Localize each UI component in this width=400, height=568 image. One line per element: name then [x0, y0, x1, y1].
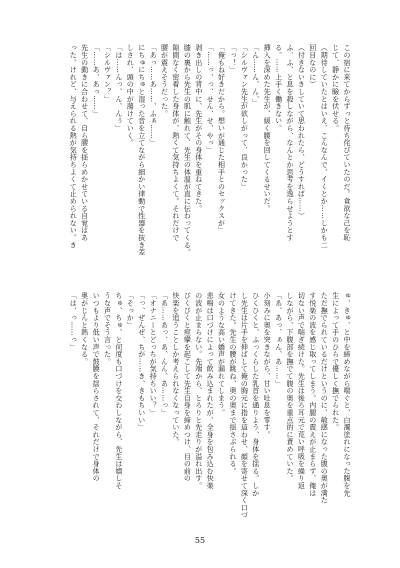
text-line: （期待していたとはいえ、こんなんで、イくとか……しかも二: [320, 44, 329, 249]
upper-text-block: [60, 44, 352, 276]
text-line: （付きないきしていて思われたら、どうすれば……）: [297, 44, 306, 220]
text-line: ただ撫でられているだけというのに、敏感になった腹の奥が満た: [320, 292, 329, 504]
text-line: この宿に来てからずっと待ち侘びていたのだ。貪欲な己を恥: [343, 44, 351, 242]
text-line: った。けれど、与えられる熱が気持ちよくて止められない。き: [69, 44, 78, 249]
text-line: 悲鳴は口づけによって飲み込まれたが、全身を包み込む快楽: [206, 292, 215, 490]
text-line: けてきた。先生の腰が跳ね、奥の奥まで揺さぶられる。: [228, 292, 237, 475]
text-line: 「……あ、あっ……」: [92, 44, 101, 117]
text-line: 腰が震えそうだった。: [160, 44, 169, 117]
text-line: しされ、頭の中が蕩けていく。: [126, 44, 135, 147]
text-line: 小刻みに奥を突きながら、甘い吐息を零す。: [263, 292, 272, 438]
text-line: 「あ……あっ、あ、んん、あ……っ」: [160, 292, 169, 417]
text-line: 挿入を深めた先生が、緩く腰を回してくるせいだ。: [263, 44, 272, 212]
text-line: 「シルヴァン？」: [103, 44, 112, 103]
text-line: 「は、っ……っ」: [69, 292, 78, 351]
text-line: 「は……んっ、ん、んぅ」: [114, 44, 123, 132]
text-line: ふ、ふ、と息を殺しながら、なんとか思考を逸らせようとす: [285, 44, 294, 242]
text-line: 生によって手のひらで優しく撫でられた。: [331, 292, 340, 431]
text-line: 「……っ、っ、せん、せ、やっ」: [206, 44, 215, 154]
lower-text-block: [60, 292, 352, 526]
text-line: る。……上手く働きない。: [274, 44, 283, 132]
text-line: の波が止まらない。先端から、とろりと先走りが溢れ出す。: [194, 292, 203, 490]
text-line: 膝の裏から先生の肌に触れて、先生の体温が直に伝わってくる。: [183, 44, 192, 256]
text-line: 「っ、ぜんぜ、ちが……き、きもちいい」: [137, 292, 146, 431]
text-line: うな声でそう言った。: [103, 292, 112, 365]
text-line: しながら、下腹部を撫でて腹の奥を重点的に責めていた。: [285, 292, 294, 482]
text-line: びくびくと痙攣を起こして先生自身を締めつけ、目の前の: [183, 292, 192, 482]
text-line: 「オナニーとどっちが気持ちいい？」: [149, 292, 158, 417]
text-line: 回目なのに）: [308, 44, 317, 88]
page-number: 55: [194, 536, 206, 545]
text-line: ちゅ、ちゅ、と何度も口づけを交わしながら、先生は嬉しそ: [114, 292, 123, 490]
text-line: じて、静かに瞼を伏せる。: [331, 44, 340, 132]
text-line: 隙間なく密着した身体が、熱くて気持ちよくて。それだけで: [171, 44, 180, 242]
text-line: 「っ！」: [228, 44, 237, 74]
text-line: 「そっか」: [126, 292, 135, 329]
text-line: 「シルヴァン先生が欲しがって、良かった」: [240, 44, 249, 190]
text-line: ひくひくと、ふっくらした乳首を通りよう、身体を揺る。しか: [251, 292, 260, 497]
text-line: 先生の動きに合わせて、自ら腰を揺らめかせている自覚はあ: [80, 44, 89, 242]
text-line: 「あ、あっ、ぁん、あ……」: [274, 292, 283, 387]
text-line: す悦楽の波を感じ取ってしまう。内腿の震えが止まらず、俺は: [308, 292, 317, 497]
text-line: 奥がじんと熱くなる。: [80, 292, 89, 365]
text-line: 「俺もね好きだから。想いが通じた相手とのセックスが」: [217, 44, 226, 234]
text-line: 「ん……ん、ん、」: [251, 44, 260, 107]
text-line: し先生は片手を伸ばして俺の胸元に指を這わせ、顔を寄せて深く口づ: [240, 292, 249, 519]
text-line: 女のような高い嬌声が漏れてしまう。: [217, 292, 226, 417]
text-line: 「あっ……あ……、ふぁ……」: [149, 44, 158, 147]
text-line: 切ない声で喘ぎ続けた。先生は後ろ耳元で荒い呼吸を繰り返: [297, 292, 306, 490]
text-line: 快楽を追うことしか考えられなくなっていた。: [171, 292, 180, 446]
text-line: ゅ、きゅ、と中を締めながら喘ぐと、白濁塗れになった腹を先: [343, 292, 351, 497]
text-line: いつもより低い声で鼓膜を揺らされて、それだけで身体の: [92, 292, 101, 482]
text-line: 剥き出しの背中に、先生がその身体を重ねてきた。: [194, 44, 203, 212]
text-line: にちゅにちゅと湿った音を立てながら細かい律動で性器を抜き差: [137, 44, 146, 256]
